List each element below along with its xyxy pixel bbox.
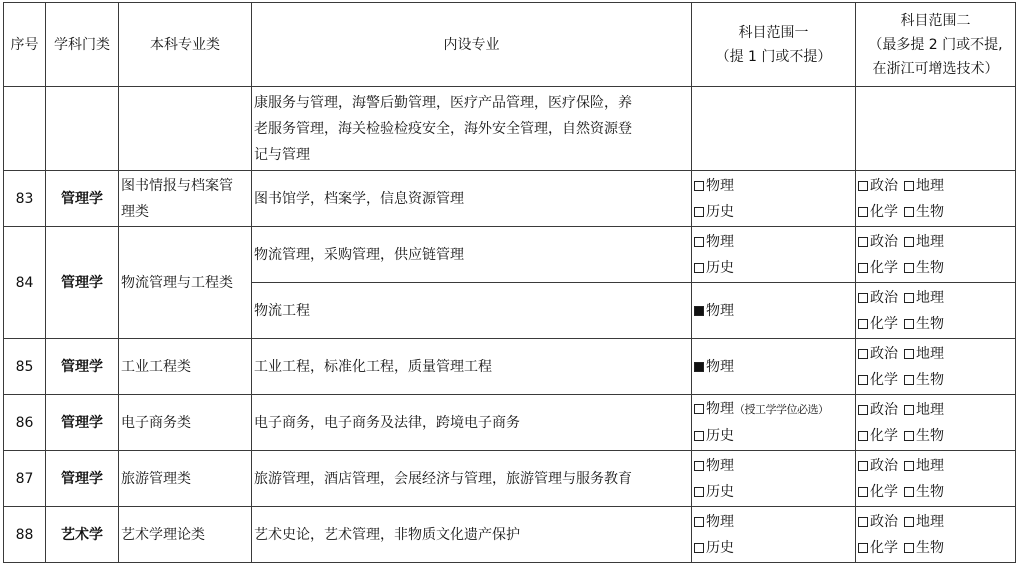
category-cell: 管理学	[46, 339, 119, 395]
checkbox-empty-icon	[904, 263, 914, 273]
major-class-cell	[119, 507, 252, 563]
range-two-subject: 生物	[916, 259, 944, 276]
range-two-option	[904, 540, 944, 556]
range-two-line	[858, 397, 1015, 423]
checkbox-empty-icon	[858, 293, 868, 303]
range-two-line	[858, 173, 1015, 199]
range-two-subject: 地理	[916, 345, 944, 362]
major-class-line: 物流管理与工程类	[121, 274, 233, 291]
major-class-line: 图书情报与档案管	[121, 177, 233, 194]
checkbox-empty-icon	[904, 375, 914, 385]
checkbox-empty-icon	[694, 181, 704, 191]
range-two-subject: 政治	[870, 177, 898, 194]
range-one-subject: 历史	[706, 203, 734, 220]
major-class-line: 艺术学理论类	[121, 526, 205, 543]
range-two-subject: 地理	[916, 457, 944, 474]
seq-cell: 84	[4, 227, 46, 339]
continuation-range-one-cell	[692, 87, 856, 171]
header-majors: 内设专业	[252, 3, 692, 87]
range-two-subject: 政治	[870, 289, 898, 306]
checkbox-empty-icon	[904, 461, 914, 471]
major-class-line: 工业工程类	[121, 358, 191, 375]
range-one-subject: 历史	[706, 483, 734, 500]
range-two-option	[858, 514, 898, 530]
table-row	[4, 395, 1016, 451]
majors-cell: 图书馆学，档案学，信息资源管理	[252, 171, 692, 227]
header-range-two	[856, 3, 1016, 87]
seq-cell: 85	[4, 339, 46, 395]
range-two-subject: 地理	[916, 233, 944, 250]
range-one-cell	[692, 507, 856, 563]
range-one-subject: 历史	[706, 428, 734, 444]
checkbox-empty-icon	[858, 207, 868, 217]
major-class-cell	[119, 395, 252, 451]
range-two-line	[858, 341, 1015, 367]
checkbox-empty-icon	[904, 181, 914, 191]
range-two-line	[858, 285, 1015, 311]
checkbox-empty-icon	[858, 181, 868, 191]
range-one-subject: 物理	[706, 177, 734, 194]
range-two-subject: 生物	[916, 371, 944, 388]
range-two-line	[858, 255, 1015, 281]
subject-requirements-table	[3, 2, 1016, 563]
majors-cell: 物流工程	[252, 283, 692, 339]
header-range-two-note-2: 在浙江可增选技术）	[872, 60, 999, 77]
range-two-option	[904, 204, 944, 220]
range-two-subject: 化学	[870, 371, 898, 388]
checkbox-empty-icon	[904, 487, 914, 497]
range-two-cell	[856, 227, 1016, 283]
seq-cell: 88	[4, 507, 46, 563]
range-two-subject: 化学	[870, 539, 898, 556]
majors-cell: 物流管理，采购管理，供应链管理	[252, 227, 692, 283]
range-two-subject: 政治	[870, 345, 898, 362]
range-two-option	[858, 540, 898, 556]
range-one-option	[694, 479, 855, 505]
continuation-category-cell	[46, 87, 119, 171]
range-one-option	[694, 255, 855, 281]
range-two-line	[858, 229, 1015, 255]
range-two-option	[904, 402, 944, 418]
majors-cell: 工业工程，标准化工程，质量管理工程	[252, 339, 692, 395]
range-two-option	[858, 428, 898, 444]
major-class-cell	[119, 227, 252, 339]
major-class-cell	[119, 339, 252, 395]
range-one-option	[694, 509, 855, 535]
seq-cell: 83	[4, 171, 46, 227]
range-two-subject: 生物	[916, 483, 944, 500]
range-one-option	[694, 396, 855, 423]
range-two-subject: 政治	[870, 513, 898, 530]
range-two-subject: 生物	[916, 539, 944, 556]
continuation-majors-line: 老服务管理，海关检验检疫安全，海外安全管理，自然资源登	[254, 120, 632, 137]
range-one-option	[694, 229, 855, 255]
checkbox-empty-icon	[858, 237, 868, 247]
range-two-subject: 政治	[870, 457, 898, 474]
range-two-subject: 地理	[916, 513, 944, 530]
checkbox-empty-icon	[858, 461, 868, 471]
range-two-option	[858, 346, 898, 362]
range-two-subject: 地理	[916, 177, 944, 194]
major-class-cell	[119, 171, 252, 227]
range-two-subject: 地理	[916, 401, 944, 418]
checkbox-empty-icon	[858, 431, 868, 441]
range-two-option	[904, 178, 944, 194]
range-one-option	[694, 453, 855, 479]
checkbox-empty-icon	[904, 349, 914, 359]
checkbox-empty-icon	[694, 237, 704, 247]
range-two-line	[858, 479, 1015, 505]
header-category: 学科门类	[46, 3, 119, 87]
range-one-cell	[692, 283, 856, 339]
range-two-option	[904, 458, 944, 474]
checkbox-filled-icon	[694, 306, 704, 316]
range-two-cell	[856, 171, 1016, 227]
range-two-option	[904, 372, 944, 388]
range-two-cell	[856, 283, 1016, 339]
range-one-option	[694, 423, 855, 449]
table-body	[4, 87, 1016, 563]
seq-cell: 86	[4, 395, 46, 451]
table-row	[4, 339, 1016, 395]
checkbox-empty-icon	[904, 543, 914, 553]
range-two-cell	[856, 451, 1016, 507]
checkbox-empty-icon	[904, 431, 914, 441]
checkbox-empty-icon	[694, 543, 704, 553]
range-two-option	[858, 484, 898, 500]
checkbox-empty-icon	[694, 517, 704, 527]
range-two-subject: 生物	[916, 315, 944, 332]
checkbox-empty-icon	[694, 263, 704, 273]
range-two-subject: 化学	[870, 315, 898, 332]
table-row	[4, 507, 1016, 563]
range-two-line	[858, 367, 1015, 393]
category-cell: 管理学	[46, 171, 119, 227]
header-major-class: 本科专业类	[119, 3, 252, 87]
range-two-line	[858, 423, 1015, 449]
header-range-two-note: （最多提 2 门或不提,	[868, 36, 1003, 53]
seq-cell: 87	[4, 451, 46, 507]
category-cell: 管理学	[46, 451, 119, 507]
range-two-line	[858, 311, 1015, 337]
range-two-line	[858, 509, 1015, 535]
major-class-line: 理类	[121, 203, 149, 220]
range-two-option	[904, 260, 944, 276]
range-two-cell	[856, 395, 1016, 451]
continuation-majors-line: 记与管理	[254, 146, 310, 163]
checkbox-empty-icon	[904, 237, 914, 247]
range-two-subject: 生物	[916, 427, 944, 444]
header-range-two-title: 科目范围二	[900, 12, 971, 29]
range-two-option	[858, 372, 898, 388]
continuation-seq-cell	[4, 87, 46, 171]
range-one-option	[694, 535, 855, 561]
range-one-subject: 历史	[706, 259, 734, 276]
checkbox-empty-icon	[858, 349, 868, 359]
range-two-option	[858, 316, 898, 332]
checkbox-empty-icon	[858, 405, 868, 415]
range-one-option	[694, 298, 855, 324]
range-two-option	[858, 178, 898, 194]
checkbox-empty-icon	[858, 517, 868, 527]
majors-cell: 旅游管理，酒店管理，会展经济与管理，旅游管理与服务教育	[252, 451, 692, 507]
range-two-subject: 化学	[870, 483, 898, 500]
range-two-option	[858, 234, 898, 250]
checkbox-empty-icon	[904, 319, 914, 329]
range-one-option-note: （授工学学位必选）	[734, 403, 829, 416]
checkbox-empty-icon	[904, 517, 914, 527]
range-one-cell	[692, 339, 856, 395]
continuation-range-two-cell	[856, 87, 1016, 171]
range-two-option	[858, 458, 898, 474]
range-two-option	[904, 346, 944, 362]
range-two-line	[858, 535, 1015, 561]
range-two-option	[904, 514, 944, 530]
header-range-one	[692, 3, 856, 87]
checkbox-empty-icon	[694, 461, 704, 471]
continuation-majors-line: 康服务与管理，海警后勤管理，医疗产品管理，医疗保险，养	[254, 94, 632, 111]
continuation-class-cell	[119, 87, 252, 171]
range-one-cell	[692, 395, 856, 451]
major-class-line: 旅游管理类	[121, 470, 191, 487]
major-class-line: 电子商务类	[121, 414, 191, 431]
range-two-subject: 政治	[870, 233, 898, 250]
checkbox-empty-icon	[858, 487, 868, 497]
checkbox-empty-icon	[858, 543, 868, 553]
range-one-subject: 物理	[706, 302, 734, 319]
checkbox-empty-icon	[694, 207, 704, 217]
checkbox-empty-icon	[904, 293, 914, 303]
range-two-option	[858, 290, 898, 306]
range-two-line	[858, 453, 1015, 479]
range-two-subject: 政治	[870, 401, 898, 418]
range-two-option	[858, 260, 898, 276]
table-row	[4, 171, 1016, 227]
header-seq: 序号	[4, 3, 46, 87]
continuation-majors-cell	[252, 87, 692, 171]
range-two-option	[904, 316, 944, 332]
range-one-option	[694, 173, 855, 199]
table-row	[4, 451, 1016, 507]
range-one-subject: 物理	[706, 457, 734, 474]
range-two-option	[904, 234, 944, 250]
range-one-subject: 物理	[706, 513, 734, 530]
range-one-subject: 物理	[706, 358, 734, 375]
category-cell: 艺术学	[46, 507, 119, 563]
checkbox-empty-icon	[858, 319, 868, 329]
range-one-subject: 历史	[706, 539, 734, 556]
range-two-subject: 化学	[870, 427, 898, 444]
range-two-option	[858, 402, 898, 418]
range-two-option	[904, 428, 944, 444]
range-one-cell	[692, 171, 856, 227]
checkbox-empty-icon	[694, 431, 704, 441]
checkbox-empty-icon	[904, 207, 914, 217]
checkbox-empty-icon	[858, 263, 868, 273]
continuation-row	[4, 87, 1016, 171]
major-class-cell	[119, 451, 252, 507]
range-one-option	[694, 199, 855, 225]
checkbox-empty-icon	[694, 404, 704, 414]
majors-cell: 电子商务，电子商务及法律，跨境电子商务	[252, 395, 692, 451]
header-range-one-note: （提 1 门或不提）	[715, 48, 832, 65]
range-one-subject: 物理	[706, 233, 734, 250]
category-cell: 管理学	[46, 227, 119, 339]
checkbox-empty-icon	[904, 405, 914, 415]
category-cell: 管理学	[46, 395, 119, 451]
range-two-line	[858, 199, 1015, 225]
range-one-cell	[692, 227, 856, 283]
range-one-cell	[692, 451, 856, 507]
range-two-cell	[856, 507, 1016, 563]
range-two-cell	[856, 339, 1016, 395]
header-range-one-title: 科目范围一	[738, 24, 809, 41]
range-two-subject: 化学	[870, 203, 898, 220]
majors-cell: 艺术史论，艺术管理，非物质文化遗产保护	[252, 507, 692, 563]
range-two-subject: 化学	[870, 259, 898, 276]
range-two-subject: 生物	[916, 203, 944, 220]
checkbox-empty-icon	[694, 487, 704, 497]
table-row	[4, 227, 1016, 283]
header-row	[4, 3, 1016, 87]
range-one-option	[694, 354, 855, 380]
range-two-option	[904, 484, 944, 500]
checkbox-filled-icon	[694, 362, 704, 372]
range-two-option	[858, 204, 898, 220]
range-two-subject: 地理	[916, 289, 944, 306]
range-two-option	[904, 290, 944, 306]
checkbox-empty-icon	[858, 375, 868, 385]
range-one-subject: 物理	[706, 401, 734, 417]
